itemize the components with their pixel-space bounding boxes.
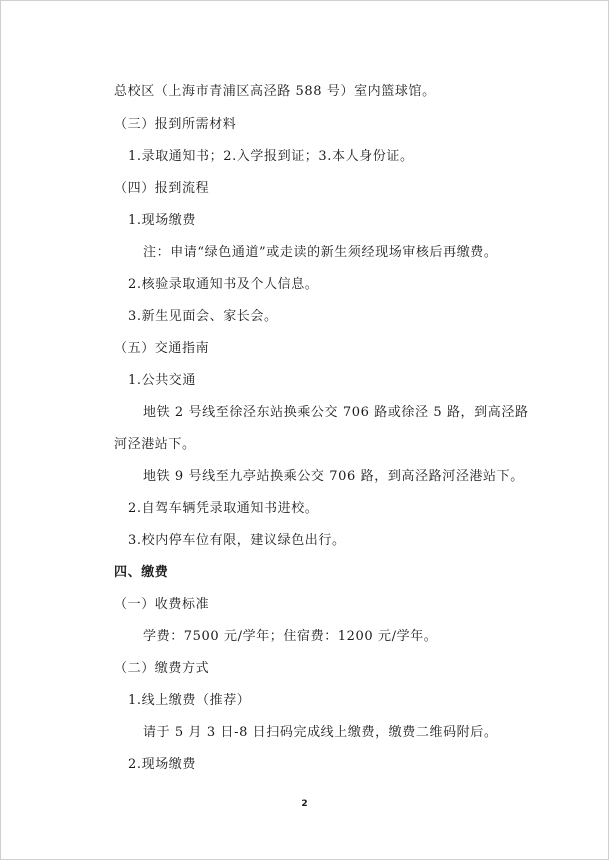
list-item-verify-info: 2.核验录取通知书及个人信息。 (128, 277, 319, 292)
text-line-metro-9: 地铁 9 号线至九亭站换乘公交 706 路，到高泾路河泾港站下。 (143, 469, 524, 484)
page-number: 2 (301, 799, 308, 809)
list-item-online-payment: 1.线上缴费（推荐） (128, 693, 251, 708)
text-line-metro-2-cont: 河泾港站下。 (114, 437, 196, 452)
list-item-self-driving: 2.自驾车辆凭录取通知书进校。 (128, 501, 319, 516)
note-green-channel: 注：申请“绿色通道”或走读的新生须经现场审核后再缴费。 (143, 245, 498, 260)
text-line-fees: 学费：7500 元/学年；住宿费：1200 元/学年。 (143, 629, 438, 644)
list-item-meeting: 3.新生见面会、家长会。 (128, 309, 278, 324)
list-item-parking: 3.校内停车位有限，建议绿色出行。 (128, 533, 346, 548)
section-heading-materials: （三）报到所需材料 (114, 117, 237, 132)
list-item-onsite-payment: 1.现场缴费 (128, 213, 197, 228)
section-heading-payment-method: （二）缴费方式 (114, 661, 210, 676)
chapter-heading-payment: 四、缴费 (114, 565, 169, 580)
text-line-online-payment-detail: 请于 5 月 3 日-8 日扫码完成线上缴费，缴费二维码附后。 (143, 725, 498, 740)
list-item-public-transport: 1.公共交通 (128, 373, 197, 388)
text-line-materials-list: 1.录取通知书；2.入学报到证；3.本人身份证。 (128, 149, 414, 164)
list-item-onsite-payment-2: 2.现场缴费 (128, 757, 197, 772)
section-heading-transport: （五）交通指南 (114, 341, 210, 356)
text-line-metro-2: 地铁 2 号线至徐泾东站换乘公交 706 路或徐泾 5 路，到高泾路 (143, 405, 529, 420)
section-heading-process: （四）报到流程 (114, 181, 210, 196)
text-line-campus-address: 总校区（上海市青浦区高泾路 588 号）室内篮球馆。 (114, 84, 436, 99)
section-heading-fee-standard: （一）收费标准 (114, 597, 210, 612)
